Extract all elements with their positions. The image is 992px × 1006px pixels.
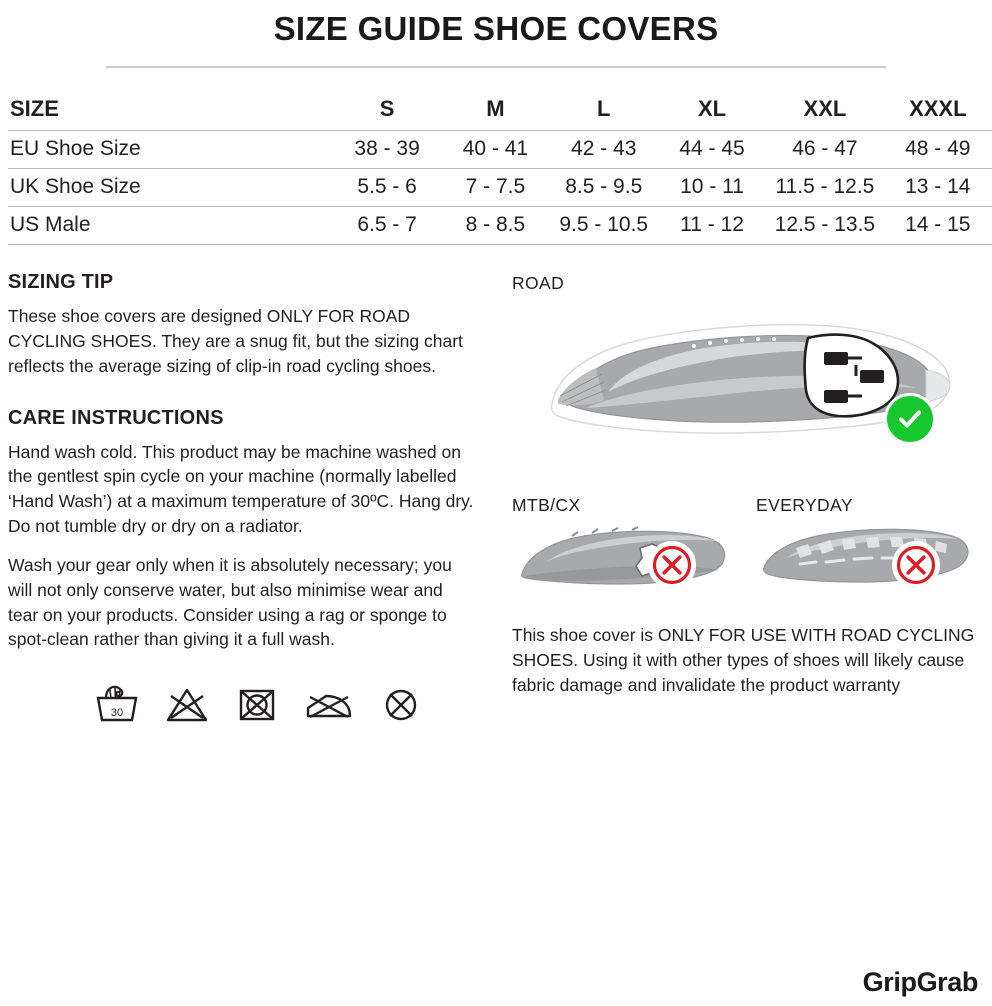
brand-logo: GripGrab [862,967,978,997]
table-row [8,169,992,207]
do-not-dry-clean-icon [378,680,424,726]
cell-us-m: 8 - 8.5 [441,207,549,245]
road-allowed-badge [884,393,936,445]
cross-icon [895,541,937,589]
cell-eu-l: 42 - 43 [550,131,658,169]
table-header-m: M [441,90,549,131]
cell-uk-m: 7 - 7.5 [441,169,549,207]
cell-eu-xxxl: 48 - 49 [884,131,992,169]
title-divider [106,66,886,68]
content-columns [8,271,984,726]
mtb-denied-badge [648,541,696,589]
cell-uk-l: 8.5 - 9.5 [550,169,658,207]
page-title: SIZE GUIDE SHOE COVERS [273,10,719,47]
cell-us-s: 6.5 - 7 [333,207,441,245]
row-label-us-male: US Male [8,207,333,245]
other-shoes-row [512,495,984,607]
care-instructions-heading: CARE INSTRUCTIONS [8,406,224,429]
table-header-l: L [550,90,658,131]
everyday-shoe-illustration [756,518,976,602]
cell-uk-xxl: 11.5 - 12.5 [766,169,883,207]
size-guide-page [0,6,992,1006]
table-header-xxxl: XXXL [884,90,992,131]
mtb-shoe-illustration [512,518,732,602]
road-shoe-illustration [512,296,972,476]
do-not-iron-icon [302,680,356,726]
row-label-eu: EU Shoe Size [8,131,333,169]
mtb-shoe-label: MTB/CX [512,495,581,515]
table-row [8,131,992,169]
right-column [492,271,984,726]
table-header-row [8,90,992,131]
road-shoe-label: ROAD [512,273,565,293]
cell-us-xxxl: 14 - 15 [884,207,992,245]
cell-eu-s: 38 - 39 [333,131,441,169]
left-column [8,271,492,726]
cell-us-xl: 11 - 12 [658,207,766,245]
no-tumble-dry-icon [234,680,280,726]
size-table [8,90,992,245]
table-header-s: S [333,90,441,131]
cross-icon [651,541,693,589]
row-label-uk: UK Shoe Size [8,169,333,207]
everyday-denied-badge [892,541,940,589]
hand-wash-temp-label: 30 [110,707,124,720]
cell-uk-xl: 10 - 11 [658,169,766,207]
cell-eu-xl: 44 - 45 [658,131,766,169]
everyday-shoe-label: EVERYDAY [756,495,853,515]
hand-wash-30-icon [94,680,140,726]
cell-uk-xxxl: 13 - 14 [884,169,992,207]
check-icon [895,404,925,434]
cell-us-xxl: 12.5 - 13.5 [766,207,883,245]
sizing-tip-heading: SIZING TIP [8,271,114,293]
cell-eu-xxl: 46 - 47 [766,131,883,169]
cell-eu-m: 40 - 41 [441,131,549,169]
table-header-size: SIZE [8,90,333,131]
everyday-shoe-block [756,495,984,607]
cell-us-l: 9.5 - 10.5 [550,207,658,245]
table-header-xl: XL [658,90,766,131]
care-symbols [94,680,474,726]
care-paragraph-2: Wash your gear only when it is absolutely necessary; you will not only conserve water, but also minimise wear and tear on your products. Consider using a rag or sponge to spot-clean rather than giving it a full wash. [8,554,452,650]
table-header-xxl: XXL [766,90,883,131]
mtb-shoe-block [512,495,740,607]
cell-uk-s: 5.5 - 6 [333,169,441,207]
sizing-tip-text: These shoe covers are designed ONLY FOR ROAD CYCLING SHOES. They are a snug fit, but the sizing chart reflects the average sizing of clip-in road cycling shoes. [8,306,463,376]
road-shoe-block [512,273,984,481]
road-only-note: This shoe cover is ONLY FOR USE WITH ROAD CYCLING SHOES. Using it with other types of shoes will likely cause fabric damage and invalidate the product warranty [512,625,975,695]
care-paragraph-1: Hand wash cold. This product may be machine washed on the gentlest spin cycle on your machine (normally labelled ‘Hand Wash’) at a maximum temperature of 30ºC. Hang dry. Do not tumble dry or dry on a radiator. [8,441,474,537]
no-bleach-icon [162,680,212,726]
table-row [8,207,992,245]
